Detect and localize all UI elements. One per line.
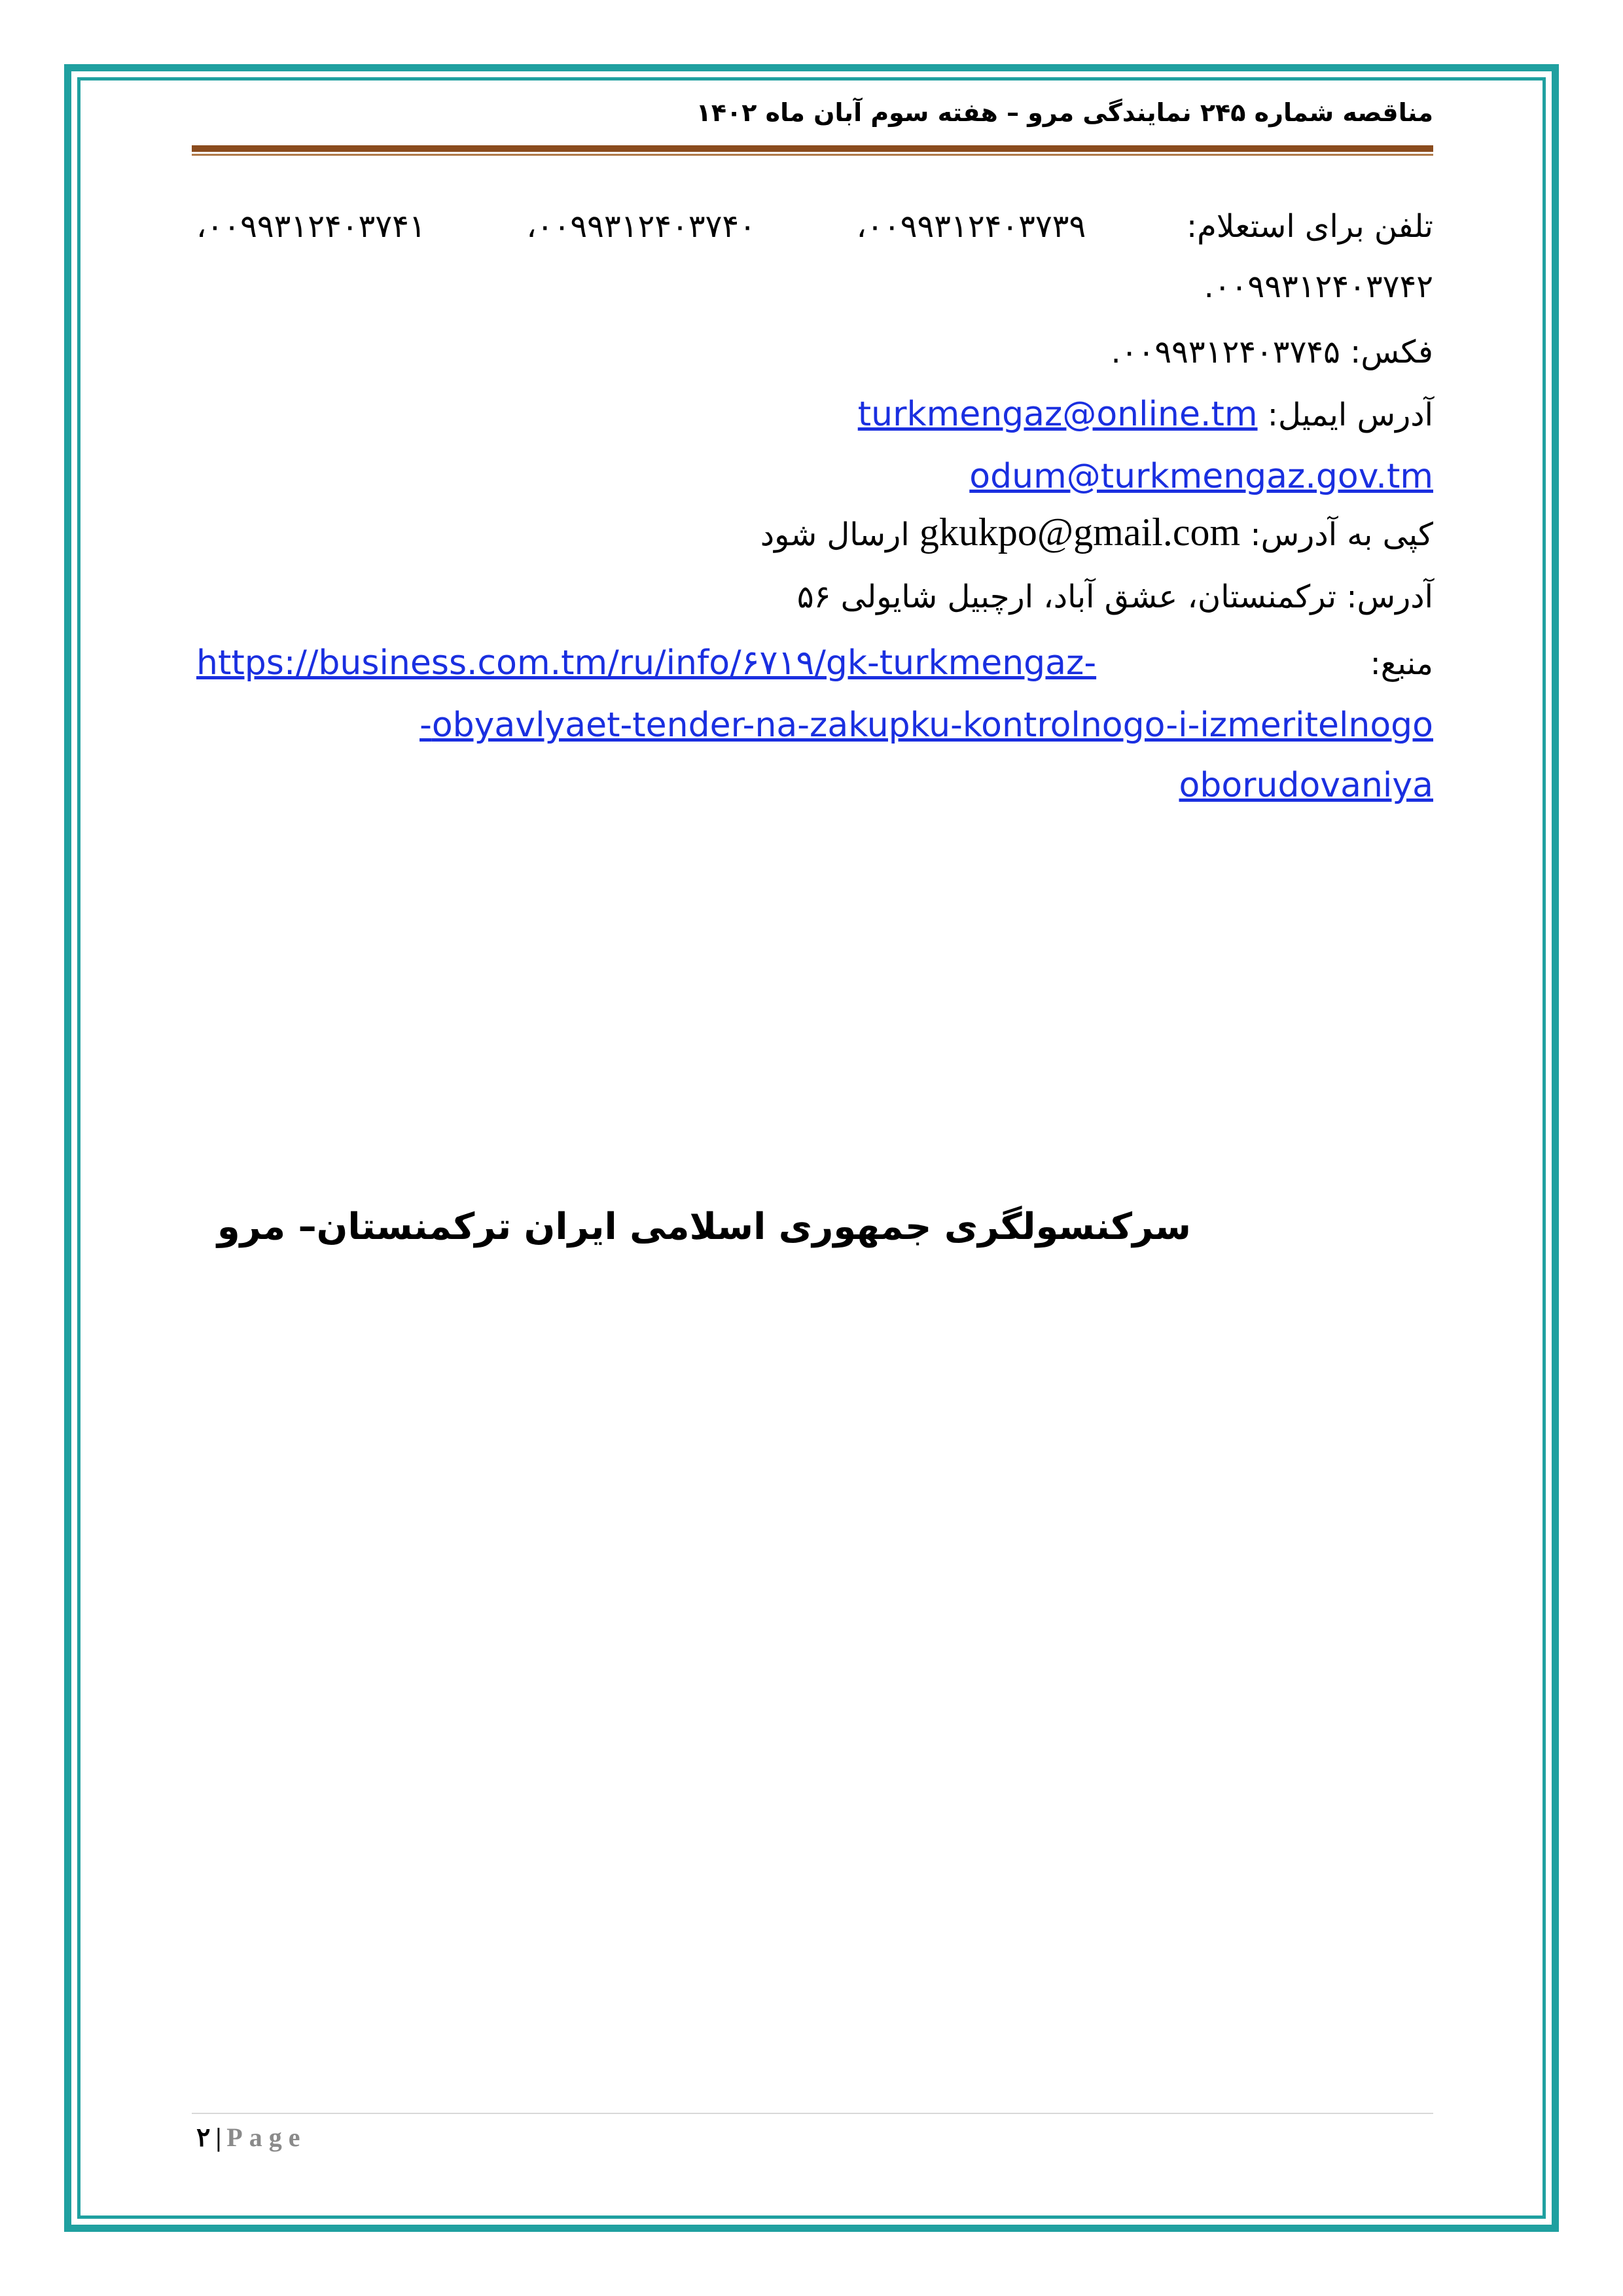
header-title: مناقصه شماره ۲۴۵ نمایندگی مرو – هفته سوم آبان ماه ۱۴۰۲ <box>696 98 1433 127</box>
phone-number-1: ۰۰۹۹۳۱۲۴۰۳۷۳۹، <box>856 208 1086 245</box>
copy-email: gkukpo@gmail.com <box>919 511 1241 554</box>
footer-rule <box>192 2113 1433 2114</box>
email-label: آدرس ایمیل: <box>1267 397 1433 433</box>
footer <box>196 2122 306 2153</box>
source-link-line-2-wrap <box>419 707 1433 744</box>
source-link-line-2[interactable]: obyavlyaet-tender-na-zakupku-kontrolnogo-i-izmeritelnogo- <box>419 706 1433 745</box>
source-link-line-3-wrap <box>1179 767 1433 804</box>
source-line <box>196 643 1433 683</box>
phone-line <box>196 208 1433 245</box>
email-link-odum[interactable]: odum@turkmengaz.gov.tm <box>969 457 1433 496</box>
email-line-2 <box>969 458 1433 495</box>
copy-line <box>760 511 1433 554</box>
footer-separator: | <box>215 2123 222 2152</box>
phone-number-3: ۰۰۹۹۳۱۲۴۰۳۷۴۱، <box>196 208 426 245</box>
phone-number-last: ۰۰۹۹۳۱۲۴۰۳۷۴۲. <box>1204 268 1433 305</box>
phone-label: تلفن برای استعلام: <box>1186 208 1433 245</box>
header-rule <box>192 145 1433 152</box>
source-link-line-3[interactable]: oborudovaniya <box>1179 766 1433 805</box>
page-number: ۲ <box>196 2123 211 2152</box>
copy-label: کپی به آدرس: <box>1250 516 1433 553</box>
phone-number-2: ۰۰۹۹۳۱۲۴۰۳۷۴۰، <box>526 208 756 245</box>
fax-line: فکس: ۰۰۹۹۳۱۲۴۰۳۷۴۵. <box>1111 334 1433 370</box>
copy-suffix: ارسال شود <box>760 516 910 553</box>
email-line <box>858 396 1433 433</box>
address-line: آدرس: ترکمنستان، عشق آباد، ارچبیل شایولی ۵۶ <box>796 579 1433 615</box>
email-link-turkmengaz[interactable]: turkmengaz@online.tm <box>857 395 1258 434</box>
source-label: منبع: <box>1370 645 1433 682</box>
closing-signature: سرکنسولگری جمهوری اسلامی ایران ترکمنستان– مرو <box>217 1206 1191 1248</box>
source-link-line-1[interactable]: https://business.com.tm/ru/info/۶۷۱۹/gk-turkmengaz- <box>196 643 1097 683</box>
header-rule-thin <box>192 154 1433 156</box>
page-word: Page <box>226 2123 307 2152</box>
